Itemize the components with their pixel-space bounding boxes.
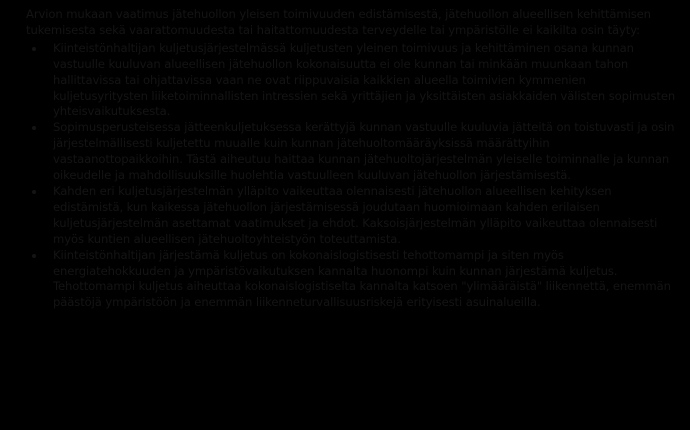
bullet-item-3	[53, 184, 680, 248]
bullet-dot-icon	[32, 126, 36, 130]
bullet-dot-icon	[32, 254, 36, 258]
intro-paragraph: Arvion mukaan vaatimus jätehuollon yleisen toimivuuden edistämisestä, jätehuollon alueellisen kehittämisen tukemisesta sekä vaarattomuudesta tai haitattomuudesta terveydelle tai ympäristölle ei kaikilta osin täyty:	[26, 7, 651, 37]
bullet-text: Kiinteistönhaltijan kuljetusjärjestelmässä kuljetusten yleinen toimivuus ja kehittäminen osana kunnan vastuulle kuuluvan alueellisen jätehuollon kokonaisuutta ei ole kunnan tai minkään muunkaan tahon hallittavissa tai ohjattavissa vaan ne ovat riippuvaisia kaikkien alueella toimivien kymmenien kuljetusyritysten liiketoiminnallisten intressien sekä yrittäjien ja yksittäisten asiakkaiden välisten sopimusten yhteisvaikutuksesta.	[53, 40, 676, 119]
bullet-item-1	[53, 41, 680, 121]
bullet-text: Sopimusperusteisessa jätteenkuljetuksessa kerättyjä kunnan vastuulle kuuluvia jätteitä on toistuvasti ja osin järjestelmällisesti kuljetettu muualle kuin kunnan jätehuoltomääräyksissä määrättyihin vastaanottopaikkoihin. Tästä aiheutuu haittaa kunnan jätehuoltojärjestelmän yleiselle toiminnalle ja kunnan oikeudelle ja mahdollisuuksille huolehtia vastuulleen kuuluvan jätehuollon järjestämisestä.	[53, 120, 675, 183]
bullet-text: Kahden eri kuljetusjärjestelmän ylläpito vaikeuttaa olennaisesti jätehuollon alueellisen kehityksen edistämistä, kun kaikessa jätehuollon järjestämisessä joudutaan huomioimaan kahden erilaisen kuljetusjärjestelmän asettamat vaatimukset ja ehdot. Kaksoisjärjestelmän ylläpito vaikeuttaa olennaisesti myös kuntien alueellisen jätehuoltoyhteistyön toteuttamista.	[53, 183, 658, 246]
bullet-text: Kiinteistönhaltijan järjestämä kuljetus on kokonaislogistisesti tehottomampi ja siten myös energiatehokkuuden ja ympäristövaikutuksen kannalta huonompi kuin kunnan järjestämä kuljetus. Tehottomampi kuljetus aiheuttaa kokonaislogistiselta kannalta katsoen "ylimääräistä" liikennettä, enemmän päästöjä ympäristöön ja enemmän liikenneturvallisuusriskejä erityisesti asuinalueilla.	[53, 247, 671, 310]
bullet-dot-icon	[32, 190, 36, 194]
bullet-item-2	[53, 120, 680, 184]
bullet-dot-icon	[32, 47, 36, 51]
bullet-list	[26, 41, 680, 311]
bullet-item-4	[53, 248, 680, 312]
